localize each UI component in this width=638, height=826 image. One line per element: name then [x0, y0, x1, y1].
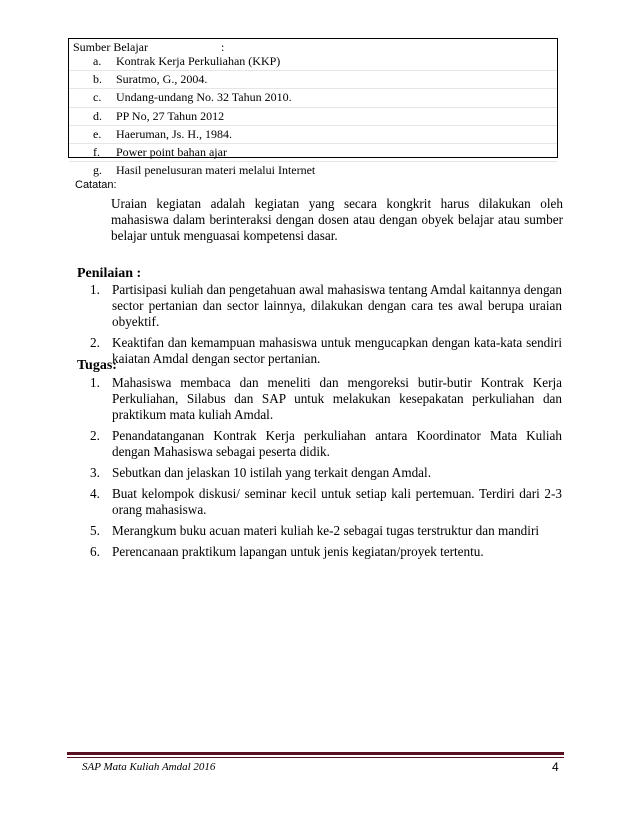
list-letter: f. — [93, 144, 100, 159]
list-number: 1. — [90, 282, 100, 297]
list-item — [69, 125, 557, 143]
list-number: 4. — [90, 486, 100, 501]
list-item — [90, 486, 562, 518]
footer-title: SAP Mata Kuliah Amdal 2016 — [82, 761, 216, 773]
list-text: Keaktifan dan kemampuan mahasiswa untuk mengucapkan dengan kata-kata sendiri kaiatan Amdal dengan sector pertanian. — [112, 335, 562, 366]
list-letter: e. — [93, 126, 102, 141]
list-item — [90, 335, 562, 367]
list-text: Power point bahan ajar — [116, 144, 227, 159]
sumber-belajar-list — [69, 53, 557, 179]
list-text: Suratmo, G., 2004. — [116, 72, 208, 87]
penilaian-title: Penilaian : — [77, 266, 142, 281]
catatan-label: Catatan: — [75, 179, 117, 191]
list-letter: c. — [93, 90, 102, 105]
list-number: 2. — [90, 335, 100, 350]
list-text: Undang-undang No. 32 Tahun 2010. — [116, 90, 292, 105]
list-letter: a. — [93, 54, 102, 68]
footer-divider-thick — [67, 752, 564, 755]
list-item — [90, 544, 562, 560]
sumber-belajar-heading: Sumber Belajar — [73, 40, 148, 54]
list-item — [69, 161, 557, 179]
list-item — [90, 375, 562, 423]
list-number: 2. — [90, 428, 100, 443]
list-letter: g. — [93, 163, 102, 178]
sumber-belajar-box — [68, 38, 558, 178]
list-text: Hasil penelusuran materi melalui Internet — [116, 163, 316, 178]
list-number: 3. — [90, 465, 100, 480]
list-text: Mahasiswa membaca dan meneliti dan mengoreksi butir-butir Kontrak Kerja Perkuliahan, Silabus dan SAP untuk melakukan kesepakatan perkuliahan dan praktikum mata kuliah Amdal. — [112, 375, 562, 422]
list-text: Sebutkan dan jelaskan 10 istilah yang terkait dengan Amdal. — [112, 465, 431, 480]
list-text: Kontrak Kerja Perkuliahan (KKP) — [116, 54, 281, 68]
list-text: Partisipasi kuliah dan pengetahuan awal mahasiswa tentang Amdal kaitannya dengan sector pertanian dan sector lainnya, dilakukan dengan cara tes awal berupa uraian obyektif. — [112, 282, 562, 329]
tugas-list — [90, 375, 562, 565]
list-text: Perencanaan praktikum lapangan untuk jenis kegiatan/proyek tertentu. — [112, 544, 484, 559]
list-item — [90, 465, 562, 481]
list-text: PP No, 27 Tahun 2012 — [116, 108, 225, 123]
list-item — [69, 53, 557, 70]
list-number: 1. — [90, 375, 100, 390]
list-text: Merangkum buku acuan materi kuliah ke-2 sebagai tugas terstruktur dan mandiri — [112, 523, 539, 538]
penilaian-list — [90, 282, 562, 372]
list-item — [90, 428, 562, 460]
list-text: Haeruman, Js. H., 1984. — [116, 126, 232, 141]
list-item — [69, 107, 557, 125]
list-item — [69, 70, 557, 88]
list-number: 6. — [90, 544, 100, 559]
list-letter: b. — [93, 72, 102, 87]
tugas-title: Tugas: — [77, 358, 117, 373]
list-text: Penandatanganan Kontrak Kerja perkuliahan antara Koordinator Mata Kuliah dengan Mahasiswa sebagai peserta didik. — [112, 428, 562, 459]
catatan-text: Uraian kegiatan adalah kegiatan yang secara kongkrit harus dilakukan oleh mahasiswa dalam berinteraksi dengan dosen atau dengan obyek belajar atau sumber belajar untuk menguasai kompetensi dasar. — [111, 196, 563, 243]
list-number: 5. — [90, 523, 100, 538]
page-number: 4 — [552, 760, 559, 774]
list-text: Buat kelompok diskusi/ seminar kecil untuk setiap kali pertemuan. Terdiri dari 2-3 orang mahasiswa. — [112, 486, 562, 517]
list-item — [90, 282, 562, 330]
list-item — [69, 88, 557, 106]
list-item — [69, 143, 557, 161]
footer-divider-thin — [67, 757, 564, 758]
list-letter: d. — [93, 108, 102, 123]
list-item — [90, 523, 562, 539]
sumber-belajar-colon: : — [221, 40, 225, 54]
